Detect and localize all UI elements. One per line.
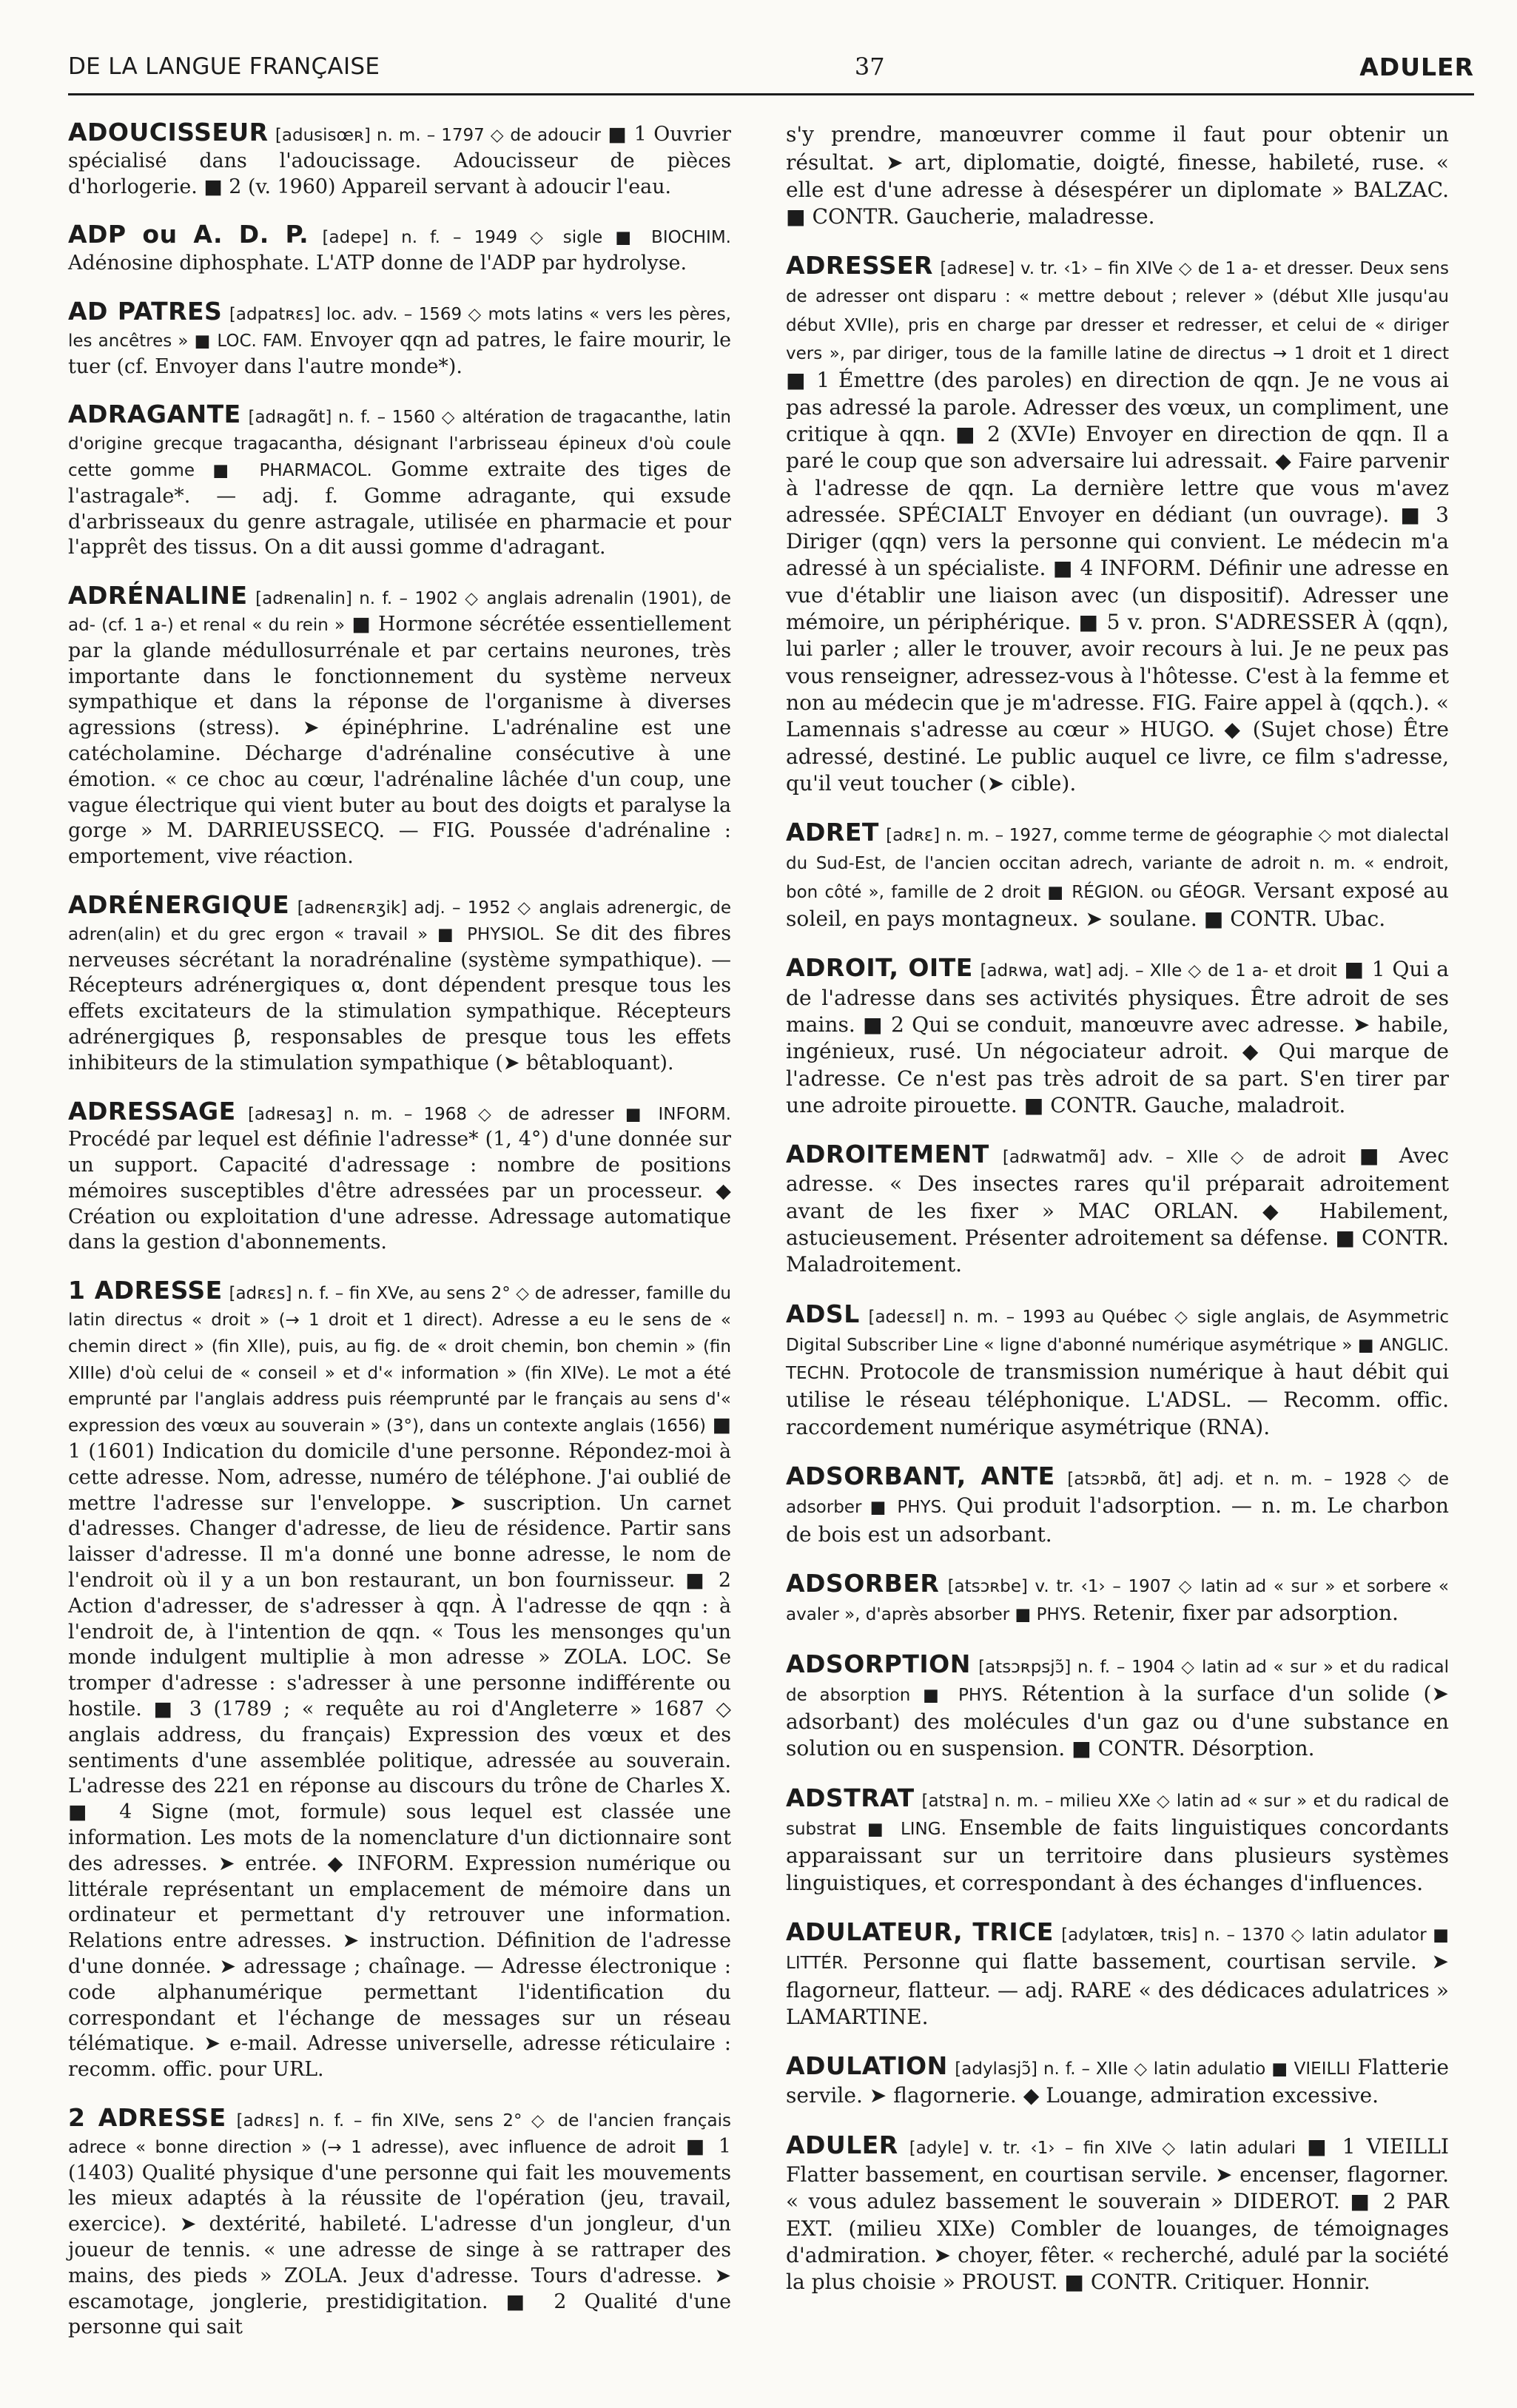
entry-etymology: [adylasjɔ̃] n. f. – XIIe ◇ latin adulatio ■ VIEILLI [955, 2059, 1350, 2079]
entry-definition: Envoyer qqn ad patres, le faire mourir, le tuer (cf. Envoyer dans l'autre monde*). [68, 328, 731, 378]
dictionary-entry [786, 1785, 1449, 1897]
entry-definition: Retenir, fixer par adsorption. [1092, 1601, 1399, 1626]
page-header [68, 46, 1474, 95]
entry-headword: 1 ADRESSE [68, 1276, 223, 1305]
dictionary-entry [786, 2053, 1449, 2110]
dictionary-entry [68, 222, 731, 277]
entry-etymology: [adʀwatmɑ̃] adv. – XIIe ◇ de adroit [1002, 1148, 1346, 1168]
entry-etymology: [atstʀa] n. m. – milieu XXe ◇ latin ad « sur » et du radical de substrat ■ LING. [786, 1791, 1449, 1840]
entry-headword: ADRÉNERGIQUE [68, 889, 290, 919]
entry-definition: ■ Avec adresse. « Des insectes rares qu'il préparait adroitement avant de les fixer » MAC ORLAN. ◆ Habilement, astucieusement. Présenter adroitement sa défense. ■ CONTR. Maladroitement. [786, 1143, 1450, 1277]
entry-etymology: [adʀwa, wat] adj. – XIIe ◇ de 1 a- et droit [980, 961, 1337, 981]
dictionary-entry [786, 1570, 1449, 1629]
dictionary-entry [786, 1463, 1449, 1548]
guide-word: ADULER [1359, 52, 1474, 81]
entry-definition: Protocole de transmission numérique à haut débit qui utilise le réseau téléphonique. L'ADSL. — Recomm. offic. raccordement numérique asymétrique (RNA). [786, 1359, 1449, 1439]
entry-etymology: [adepe] n. f. – 1949 ◇ sigle ■ BIOCHIM. [322, 228, 731, 248]
dictionary-entry [786, 955, 1449, 1119]
entry-definition: Personne qui flatte bassement, courtisan servile. ➤ flagorneur, flatteur. — adj. RARE « des dédicaces adulatrices » LAMARTINE. [786, 1949, 1449, 2029]
entry-definition: Gomme extraite des tiges de l'astragale*. — adj. f. Gomme adragante, qui exsude d'arbrisseaux du genre astragale, utilisée en pharmacie et pour l'apprêt des tissus. On a dit aussi gomme d'adragant. [68, 457, 731, 559]
dictionary-entry [786, 2132, 1449, 2296]
page-number: 37 [854, 53, 885, 81]
entry-etymology: [adʀenɛʀʒik] adj. – 1952 ◇ anglais adrenergic, de adren(alin) et du grec ergon « travail » ■ PHYSIOL. [68, 898, 731, 944]
right-column [786, 120, 1449, 2318]
entry-headword: ADULATEUR, TRICE [786, 1917, 1054, 1946]
entry-definition: ■ 1 Ouvrier spécialisé dans l'adoucissage. Adoucisseur de pièces d'horlogerie. ■ 2 (v. 1960) Appareil servant à adoucir l'eau. [68, 123, 731, 198]
entry-definition: ■ 1 Émettre (des paroles) en direction de qqn. Je ne vous ai pas adressé la parole. Adresser des vœux, un compliment, une critique à qqn. ■ 2 (XVIe) Envoyer en direction de qqn. Il a paré le coup que son adversaire lui adressait. ◆ Faire parvenir à l'adresse de qqn. La dernière lettre que vous m'avez adressée. SPÉCIALT Envoyer en dédiant (un ouvrage). ■ 3 Diriger (qqn) vers la personne qui convient. Le médecin m'a adressé à un spécialiste. ■ 4 INFORM. Définir une adresse en vue d'établir une liaison avec (un dispositif). Adresser une mémoire, un périphérique. ■ 5 v. pron. S'ADRESSER À (qqn), lui parler ; aller le trouver, avoir recours à lui. Je ne peux pas vous renseigner, adressez-vous à l'hôtesse. C'est à la femme et non au médecin que je m'adresse. FIG. Faire appel à (qqch.). « Lamennais s'adresse au cœur » HUGO. ◆ (Sujet chose) Être adressé, destiné. Le public auquel ce livre, ce film s'adresse, qu'il veut toucher (➤ cible). [786, 368, 1449, 796]
dictionary-entry [786, 1651, 1449, 1763]
entry-definition: Qui produit l'adsorption. — n. m. Le charbon de bois est un adsorbant. [786, 1493, 1449, 1547]
entry-headword: ADOUCISSEUR [68, 118, 269, 147]
entry-headword: ADP ou A. D. P. [68, 220, 309, 249]
entry-headword: ADULATION [786, 2051, 948, 2081]
entry-etymology: [adʀese] v. tr. ‹1› – fin XIVe ◇ de 1 a- et dresser. Deux sens de adresser ont disparu : « mettre debout ; relever » (début XIIe jusqu'au début XVIIe), pris en charge par dresser et redresser, et celui de « diriger vers », par diriger, tous de la famille latine de directus → 1 droit et 1 direct [786, 259, 1449, 364]
dictionary-entry [786, 1919, 1449, 2031]
entry-etymology: [atsɔʀbɑ̃, ɑ̃t] adj. et n. m. – 1928 ◇ de adsorber ■ PHYS. [786, 1470, 1450, 1518]
entry-etymology: [adʀɛs] n. f. – fin XVe, au sens 2° ◇ de adresser, famille du latin directus « droit » (→ 1 droit et 1 direct). Adresse a eu le sens de « chemin direct » (fin XIIe), puis, au fig. de « droit chemin, bon chemin » (fin XIIIe) d'où celui de « conseil » et d'« information » (fin XIVe). Le mot a été emprunté par l'anglais address puis réemprunté par le français au sens d'« expression des vœux au souverain » (3°), dans un contexte anglais (1656) [68, 1284, 731, 1436]
dictionary-entry [68, 889, 731, 1077]
entry-etymology: [adpatʀɛs] loc. adv. – 1569 ◇ mots latins « vers les pères, les ancêtres » ■ LOC. FAM. [68, 304, 731, 351]
dictionary-entry [786, 120, 1449, 230]
dictionary-entry [786, 252, 1449, 797]
entry-headword: 2 ADRESSE [68, 2102, 226, 2132]
entry-definition: Flatterie servile. ➤ flagornerie. ◆ Louange, admiration excessive. [786, 2055, 1449, 2108]
dictionary-entry [68, 1278, 731, 2083]
left-column [68, 120, 731, 2363]
entry-etymology: [adʀesaʒ] n. m. – 1968 ◇ de adresser ■ INFORM. [247, 1104, 731, 1124]
dictionary-entry [786, 1301, 1449, 1441]
entry-etymology: [adʀɛ] n. m. – 1927, comme terme de géographie ◇ mot dialectal du Sud-Est, de l'ancien occitan adrech, variante de adroit n. m. « endroit, bon côté », famille de 2 droit ■ RÉGION. ou GÉOGR. [786, 826, 1450, 902]
entry-headword: ADSTRAT [786, 1783, 915, 1812]
entry-etymology: [atsɔʀpsjɔ̃] n. f. – 1904 ◇ latin ad « sur » et du radical de absorption ■ PHYS. [786, 1657, 1450, 1705]
dictionary-entry [786, 1141, 1449, 1278]
entry-etymology: [adylatœʀ, tʀis] n. – 1370 ◇ latin adulator ■ LITTÉR. [786, 1925, 1449, 1974]
dictionary-entry [786, 819, 1449, 932]
entry-headword: AD PATRES [68, 296, 223, 326]
entry-headword: ADSORPTION [786, 1649, 971, 1678]
entry-definition: Se dit des fibres nerveuses sécrétant la noradrénaline (système sympathique). — Récepteurs adrénergiques α, dont dépendent presque tous les effets excitateurs de la stimulation sympathique. Récepteurs adrénergiques β, responsables de presque tous les effets inhibiteurs de la stimulation sympathique (➤ bêtabloquant). [68, 921, 731, 1074]
dictionary-entry [68, 296, 731, 380]
entry-etymology: [adʀenalin] n. f. – 1902 ◇ anglais adrenalin (1901), de ad- (cf. 1 a-) et renal « du rein » [68, 589, 731, 635]
entry-definition: ■ 1 Qui a de l'adresse dans ses activités physiques. Être adroit de ses mains. ■ 2 Qui se conduit, manœuvre avec adresse. ➤ habile, ingénieux, rusé. Un négociateur adroit. ◆ Qui marque de l'adresse. Ce n'est pas très adroit de sa part. S'en tirer par une adroite pirouette. ■ CONTR. Gauche, maladroit. [786, 957, 1450, 1117]
dictionary-entry [68, 402, 731, 561]
entry-etymology: [adʀɛs] n. f. – fin XIVe, sens 2° ◇ de l'ancien français adrece « bonne direction » (→ 1 adresse), avec influence de adroit [68, 2111, 731, 2157]
entry-definition: Ensemble de faits linguistiques concordants apparaissant sur un territoire dans plusieurs systèmes linguistiques, et correspondant à des échanges d'influences. [786, 1815, 1449, 1895]
running-title: DE LA LANGUE FRANÇAISE [68, 53, 380, 80]
entry-headword: ADSORBANT, ANTE [786, 1462, 1055, 1491]
entry-definition: Rétention à la surface d'un solide (➤ adsorbant) des molécules d'un gaz ou d'une substance en solution ou en suspension. ■ CONTR. Désorption. [786, 1681, 1450, 1761]
entry-etymology: [adyle] v. tr. ‹1› – fin XIVe ◇ latin adulari [909, 2138, 1296, 2158]
entry-etymology: [atsɔʀbe] v. tr. ‹1› – 1907 ◇ latin ad « sur » et sorbere « avaler », d'après absorber ■ PHYS. [786, 1576, 1449, 1625]
entry-definition: Versant exposé au soleil, en pays montagneux. ➤ soulane. ■ CONTR. Ubac. [786, 878, 1449, 932]
entry-headword: ADULER [786, 2130, 898, 2159]
entry-headword: ADRAGANTE [68, 400, 241, 429]
entry-definition: s'y prendre, manœuvrer comme il faut pour obtenir un résultat. ➤ art, diplomatie, doigté, finesse, habileté, ruse. « elle est d'une adresse à désespérer un diplomate » BALZAC. ■ CONTR. Gaucherie, maladresse. [786, 122, 1449, 229]
entry-etymology: [adʀagɑ̃t] n. f. – 1560 ◇ altération de tragacanthe, latin d'origine grecque tragacantha, désignant l'arbrisseau épineux d'où coule cette gomme ■ PHARMACOL. [68, 408, 731, 480]
entry-headword: ADSORBER [786, 1568, 940, 1598]
entry-headword: ADRET [786, 818, 879, 847]
entry-definition: ■ Hormone sécrétée essentiellement par la glande médullosurrénale et par certains neurones, très importante dans le fonctionnement du système nerveux sympathique et dans la réponse de l'organisme à diverses agressions (stress). ➤ épinéphrine. L'adrénaline est une catécholamine. Décharge d'adrénaline consécutive à une émotion. « ce choc au cœur, l'adrénaline lâchée d'un coup, une vague électrique qui vient buter au bout des doigts et paralyse la gorge » M. DARRIEUSSECQ. — FIG. Poussée d'adrénaline : emportement, vive réaction. [68, 612, 731, 869]
entry-headword: ADRESSAGE [68, 1096, 236, 1126]
entry-headword: ADROIT, OITE [786, 953, 973, 983]
entry-definition: ■ 1 (1601) Indication du domicile d'une personne. Répondez-moi à cette adresse. Nom, adresse, numéro de téléphone. J'ai oublié de mettre l'adresse sur l'enveloppe. ➤ suscription. Un carnet d'adresses. Changer d'adresse, de lieu de résidence. Partir sans laisser d'adresse. Il m'a donné une bonne adresse, le nom de l'endroit où il y a un bon restaurant, un bon fournisseur. ■ 2 Action d'adresser, de s'adresser à qqn. À l'adresse de qqn : à l'endroit de, à l'intention de qqn. « Tous les mensonges qu'un monde indulgent multiplie à mon adresse » ZOLA. LOC. Se tromper d'adresse : s'adresser à une personne indifférente ou hostile. ■ 3 (1789 ; « requête au roi d'Angleterre » 1687 ◇ anglais address, du français) Expression des vœux et des sentiments d'une assemblée politique, adressée au souverain. L'adresse des 221 en réponse au discours du trône de Charles X. ■ 4 Signe (mot, formule) sous lequel est classée une information. Les mots de la nomenclature d'un dictionnaire sont des adresses. ➤ entrée. ◆ INFORM. Expression numérique ou littérale représentant un emplacement de mémoire dans un ordinateur et permettant d'y retrouver une information. Relations entre adresses. ➤ instruction. Définition de l'adresse d'une donnée. ➤ adressage ; chaînage. — Adresse électronique : code alphanumérique permettant l'identification du correspondant et l'échange de messages sur un réseau télématique. ➤ e-mail. Adresse universelle, adresse réticulaire : recomm. offic. pour URL. [68, 1413, 731, 2082]
entry-definition: Procédé par lequel est définie l'adresse* (1, 4°) d'une donnée sur un support. Capacité d'adressage : nombre de positions mémoires susceptibles d'être adressées par un processeur. ◆ Création ou exploitation d'une adresse. Adressage automatique dans la gestion d'abonnements. [68, 1128, 731, 1254]
entry-headword: ADRÉNALINE [68, 581, 248, 611]
dictionary-entry [68, 583, 731, 870]
entry-headword: ADROITEMENT [786, 1140, 989, 1169]
entry-definition: ■ 1 VIEILLI Flatter bassement, en courtisan servile. ➤ encenser, flagorner. « vous adulez bassement le souverain » DIDEROT. ■ 2 PAR EXT. (milieu XIXe) Combler de louanges, de témoignages d'admiration. ➤ choyer, fêter. « recherché, adulé par la société la plus choisie » PROUST. ■ CONTR. Critiquer. Honnir. [786, 2133, 1450, 2295]
dictionary-entry [68, 2102, 731, 2341]
entry-headword: ADRESSER [786, 251, 933, 280]
entry-definition: Adénosine diphosphate. L'ATP donne de l'ADP par hydrolyse. [68, 252, 687, 275]
entry-definition: ■ 1 (1403) Qualité physique d'une personne qui fait les mouvements les mieux adaptés à la réussite de l'opération (jeu, travail, exercice). ➤ dextérité, habileté. L'adresse d'un jongleur, d'un joueur de tennis. « une adresse de singe à se rattraper des mains, des pieds » ZOLA. Jeux d'adresse. Tours d'adresse. ➤ escamotage, jonglerie, prestidigitation. ■ 2 Qualité d'une personne qui sait [68, 2134, 731, 2339]
dictionary-entry [68, 1096, 731, 1257]
entry-headword: ADSL [786, 1299, 860, 1328]
entry-etymology: [adusisœʀ] n. m. – 1797 ◇ de adoucir [275, 126, 602, 145]
entry-etymology: [adeɛsɛl] n. m. – 1993 au Québec ◇ sigle anglais, de Asymmetric Digital Subscriber Line « ligne d'abonné numérique asymétrique » ■ ANGLIC. TECHN. [786, 1307, 1449, 1384]
dictionary-entry [68, 120, 731, 200]
